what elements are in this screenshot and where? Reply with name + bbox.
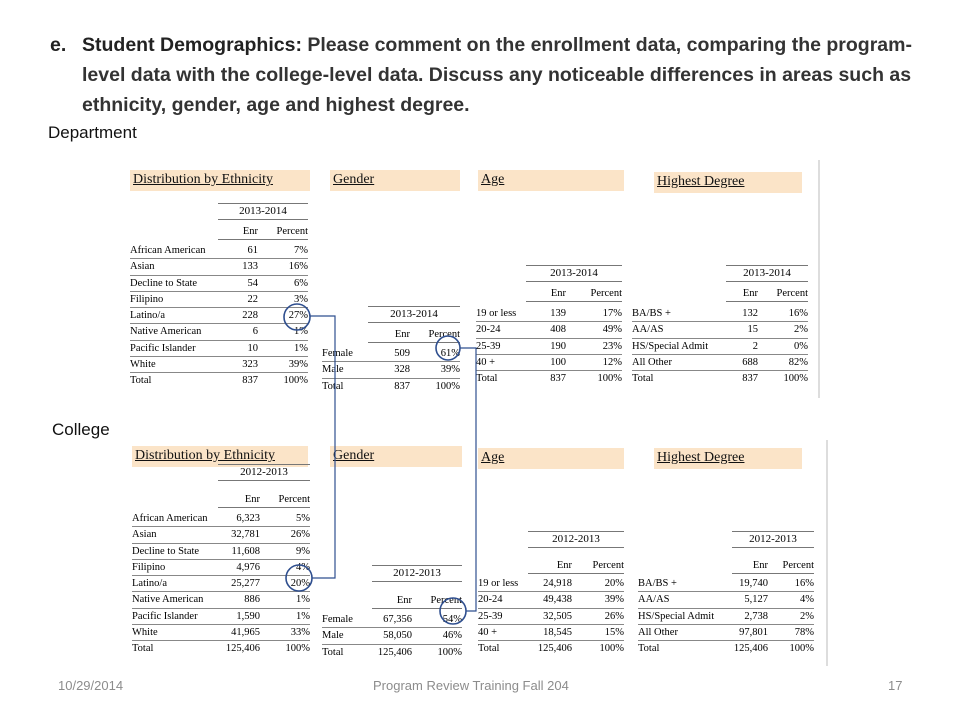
item-marker: e. (50, 34, 67, 56)
table-title: Gender (330, 446, 462, 467)
table-row: 40 + 100 12% (476, 355, 622, 371)
table-row: African American 61 7% (130, 243, 308, 259)
footer-title: Program Review Training Fall 204 (373, 678, 569, 693)
enr-header: Enr (242, 226, 258, 237)
table-row: 19 or less 24,918 20% (478, 576, 624, 592)
table-row: Latino/a 228 27% (130, 308, 308, 324)
table-title: Distribution by Ethnicity (132, 446, 308, 467)
table-row: Decline to State 11,608 9% (132, 544, 310, 560)
table-rows (638, 576, 814, 657)
year-header: 2012-2013 (218, 464, 310, 481)
table-rows (478, 576, 624, 657)
table-rows (322, 612, 462, 661)
table-row: White 323 39% (130, 357, 308, 373)
column-headers (218, 492, 310, 508)
year-header: 2013-2014 (526, 265, 622, 282)
percent-header: Percent (590, 288, 622, 299)
table-rows (632, 306, 808, 387)
table-row: Asian 32,781 26% (132, 527, 310, 543)
table-rows (476, 306, 622, 387)
table-title: Distribution by Ethnicity (130, 170, 310, 191)
total-row: Total 125,406 100% (638, 643, 814, 655)
table-row: Filipino 4,976 4% (132, 560, 310, 576)
table-rows (322, 346, 460, 395)
total-row: Total 125,406 100% (132, 643, 310, 655)
column-headers (732, 558, 814, 574)
table-row: 19 or less 139 17% (476, 306, 622, 322)
percent-header: Percent (776, 288, 808, 299)
table-row: Native American 6 1% (130, 324, 308, 340)
table-row: 40 + 18,545 15% (478, 625, 624, 641)
total-row: Total 837 100% (130, 375, 308, 387)
percent-header: Percent (428, 329, 460, 340)
enr-header: Enr (394, 329, 410, 340)
college-label: College (52, 420, 110, 439)
table-row: All Other 688 82% (632, 355, 808, 371)
table-title: Age (478, 170, 624, 191)
percent-header: Percent (276, 226, 308, 237)
table-row: AA/AS 5,127 4% (638, 592, 814, 608)
table-row: BA/BS + 132 16% (632, 306, 808, 322)
table-row: 25-39 190 23% (476, 339, 622, 355)
college-tables-panel (128, 440, 828, 666)
table-row: Filipino 22 3% (130, 292, 308, 308)
column-headers (528, 558, 624, 574)
table-row: Pacific Islander 10 1% (130, 341, 308, 357)
department-tables-panel (128, 160, 820, 398)
table-row: 20-24 49,438 39% (478, 592, 624, 608)
table-row: Native American 886 1% (132, 592, 310, 608)
total-row: Total 837 100% (632, 373, 808, 385)
table-row: HS/Special Admit 2 0% (632, 339, 808, 355)
column-headers (372, 593, 462, 609)
percent-header: Percent (278, 494, 310, 505)
total-row: Total 125,406 100% (322, 646, 462, 658)
total-row: Total 125,406 100% (478, 643, 624, 655)
table-row: Pacific Islander 1,590 1% (132, 609, 310, 625)
table-row: Female 509 61% (322, 346, 460, 362)
year-header: 2013-2014 (368, 306, 460, 323)
table-title: Age (478, 448, 624, 469)
table-title: Gender (330, 170, 460, 191)
column-headers (526, 286, 622, 302)
prompt-text (82, 30, 930, 120)
enr-header: Enr (550, 288, 566, 299)
year-header: 2012-2013 (372, 565, 462, 582)
department-label: Department (48, 123, 137, 142)
percent-header: Percent (592, 560, 624, 571)
percent-header: Percent (782, 560, 814, 571)
table-row: Asian 133 16% (130, 259, 308, 275)
table-row: Male 58,050 46% (322, 628, 462, 644)
page-number: 17 (888, 678, 903, 693)
table-rows (132, 511, 310, 658)
table-row: African American 6,323 5% (132, 511, 310, 527)
year-header: 2012-2013 (528, 531, 624, 548)
footer-date: 10/29/2014 (58, 678, 124, 693)
table-row: All Other 97,801 78% (638, 625, 814, 641)
enr-header: Enr (752, 560, 768, 571)
table-row: 20-24 408 49% (476, 322, 622, 338)
enr-header: Enr (742, 288, 758, 299)
year-header: 2012-2013 (732, 531, 814, 548)
enr-header: Enr (244, 494, 260, 505)
prompt-heading: Student Demographics: (82, 34, 302, 56)
table-row: Decline to State 54 6% (130, 276, 308, 292)
total-row: Total 837 100% (476, 373, 622, 385)
table-row: 25-39 32,505 26% (478, 609, 624, 625)
table-row: White 41,965 33% (132, 625, 310, 641)
table-row: AA/AS 15 2% (632, 322, 808, 338)
enr-header: Enr (396, 595, 412, 606)
column-headers (726, 286, 808, 302)
table-title: Highest Degree (654, 448, 802, 469)
percent-header: Percent (430, 595, 462, 606)
total-row: Total 837 100% (322, 380, 460, 392)
prompt-question (50, 30, 930, 120)
table-rows (130, 243, 308, 390)
year-header: 2013-2014 (726, 265, 808, 282)
column-headers (368, 327, 460, 343)
table-title: Highest Degree (654, 172, 802, 193)
table-row: BA/BS + 19,740 16% (638, 576, 814, 592)
table-row: Female 67,356 54% (322, 612, 462, 628)
table-row: HS/Special Admit 2,738 2% (638, 609, 814, 625)
year-header: 2013-2014 (218, 203, 308, 220)
table-row: Male 328 39% (322, 362, 460, 378)
column-headers (218, 224, 308, 240)
prompt-body: Please comment on the enrollment data, comparing the program-level data with the college-level data. Discuss any noticeable differences in areas such as ethnicity, gender, age and highest degree. (82, 34, 912, 116)
enr-header: Enr (556, 560, 572, 571)
table-row: Latino/a 25,277 20% (132, 576, 310, 592)
